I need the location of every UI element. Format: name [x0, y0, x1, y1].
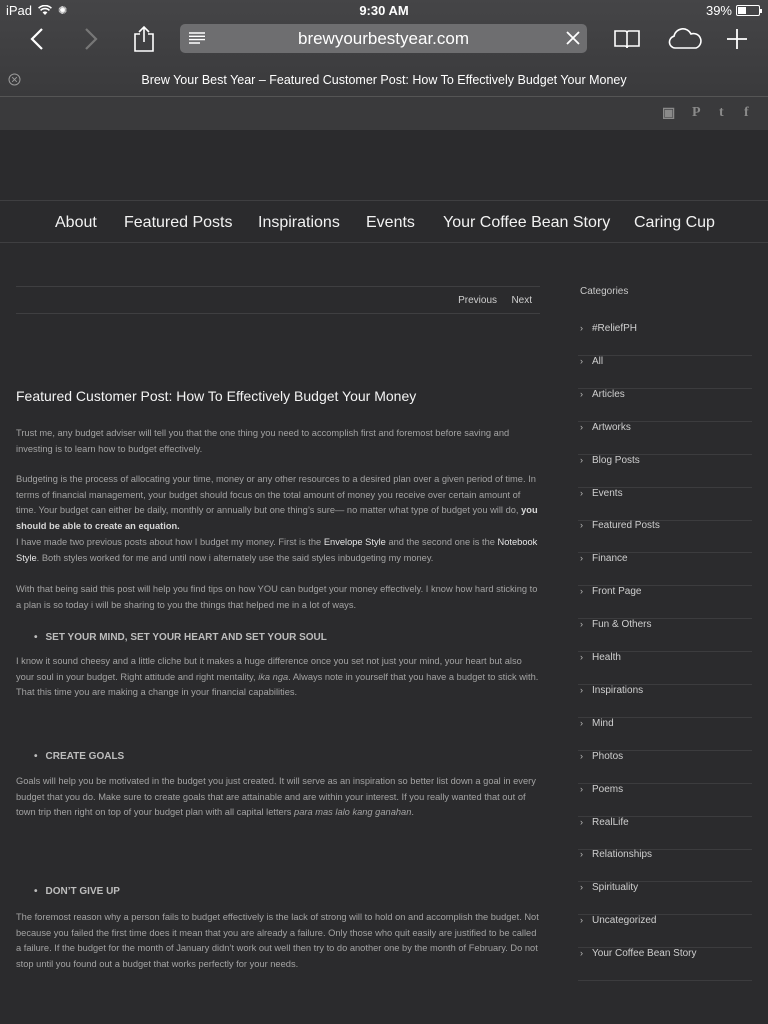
category-label: Inspirations [592, 684, 644, 696]
paragraph-intro: Trust me, any budget adviser will tell you that the one thing you need to accomplish first and foremost before saving and investing is to learn how to budget effectively. [16, 428, 510, 454]
heading-dont-give-up: • DON’T GIVE UP [34, 886, 120, 897]
paragraph-previous-posts: I have made two previous posts about how I budget my money. First is the Envelope Style and the second one is the Notebook Style. Both styles worked for me and until now i alternately use the said styles inbudgeting my money. [16, 537, 538, 563]
url-text: brewyourbestyear.com [297, 29, 470, 48]
activity-spinner-icon: ✺ [58, 5, 68, 17]
category-item[interactable] [578, 948, 752, 981]
category-item[interactable] [578, 619, 752, 652]
back-button[interactable] [20, 24, 54, 54]
facebook-icon[interactable]: f [744, 105, 749, 120]
nav-events[interactable]: Events [366, 214, 415, 231]
paragraph-goals: Goals will help you be motivated in the budget you just created. It will serve as an inspiration so better list down a goal in every budget that you do. Make sure to create goals that are attainable and are within your interest. If you really wanted that out of town trip then right on top of your budget plan with all capital letters para mas lalo kang ganahan. [16, 776, 536, 818]
category-item[interactable] [578, 882, 752, 915]
category-label: Photos [592, 750, 624, 762]
share-icon [133, 25, 155, 53]
category-label: Your Coffee Bean Story [592, 948, 697, 960]
category-item[interactable] [578, 849, 752, 882]
category-label: Mind [592, 717, 614, 729]
notebook-style-link[interactable]: Notebook Style [16, 537, 538, 563]
address-bar[interactable] [180, 24, 587, 53]
chevron-right-icon: › [580, 915, 583, 926]
pinterest-icon[interactable]: P [692, 105, 701, 120]
category-item[interactable] [578, 685, 752, 718]
chevron-right-icon: › [580, 652, 583, 662]
envelope-style-link[interactable]: Envelope Style [323, 537, 386, 547]
cloud-icon [667, 28, 703, 50]
chevron-right-icon [84, 27, 98, 51]
category-item[interactable] [578, 520, 752, 553]
nav-your-coffee-bean-story[interactable]: Your Coffee Bean Story [443, 214, 611, 231]
paragraph-dont-give-up: The foremost reason why a person fails to budget effectively is the lack of strong will to hold on and accomplish the budget. Not because you failed the first time does it mean that you are already a failure. Only those who quit easily are justified to be called a failure. If the budget for the month of January didn’t work out well then try to do another one by the month of February. Do not stop until you found out a budget that works perfectly for your needs. [16, 912, 539, 970]
chevron-right-icon: › [580, 454, 583, 465]
post-title: Featured Customer Post: How To Effectively Budget Your Money [16, 388, 417, 404]
social-bar [0, 97, 768, 130]
chevron-right-icon: › [580, 323, 583, 333]
bold-equation: you should be able to create an equation. [16, 505, 538, 532]
categories-heading: Categories [580, 286, 629, 297]
heading-set-your-mind: • SET YOUR MIND, SET YOUR HEART AND SET YOUR SOUL [34, 632, 327, 643]
status-bar [0, 0, 768, 20]
paragraph-budgeting: Budgeting is the process of allocating your time, money or any other resources to a desired plan over a given period of time. In terms of financial management, your budget should focus on the total amount of money you receive over certain amount of time. Your budget can either be daily, monthly or annually but one thing’s sure— no matter what type of budget you will do, you should be able to create an equation. [16, 474, 538, 532]
battery-percent: 39% [705, 3, 732, 18]
chevron-right-icon: › [580, 717, 583, 728]
chevron-right-icon: › [580, 849, 583, 860]
chevron-right-icon: › [580, 816, 583, 827]
category-label: Artworks [592, 421, 631, 433]
heading-create-goals: • CREATE GOALS [34, 751, 124, 762]
category-label: Finance [592, 553, 628, 565]
category-label: Fun & Others [592, 619, 652, 631]
browser-chrome [0, 0, 768, 97]
chevron-right-icon: › [580, 882, 583, 893]
category-item[interactable] [578, 915, 752, 948]
category-item[interactable] [578, 784, 752, 817]
new-tab-button[interactable] [720, 24, 754, 54]
paragraph-mindset: I know it sound cheesy and a little cliche but it makes a huge difference once you set not just your mind, your heart but also your soul in your budget. Right attitude and right mentality, ika nga. Always note in yourself that you have a budget to stick with. That this time you are making a change in your financial capabilities. [16, 656, 539, 698]
category-label: All [592, 355, 604, 367]
category-label: #ReliefPH [592, 323, 638, 334]
book-icon [613, 28, 641, 50]
chevron-right-icon: › [580, 421, 583, 432]
battery-icon [736, 5, 760, 16]
chevron-right-icon: › [580, 388, 583, 399]
category-item[interactable] [578, 586, 752, 619]
category-item[interactable] [578, 389, 752, 422]
category-label: Featured Posts [592, 520, 660, 532]
chevron-right-icon: › [580, 586, 583, 597]
category-label: Front Page [592, 586, 642, 598]
plus-icon [726, 28, 748, 50]
category-label: RealLife [592, 816, 629, 828]
category-label: Uncategorized [592, 915, 657, 927]
category-label: Events [592, 487, 623, 499]
chevron-right-icon: › [580, 684, 583, 695]
category-item[interactable] [578, 323, 752, 356]
category-item[interactable] [578, 751, 752, 784]
share-button[interactable] [127, 24, 161, 54]
category-item[interactable] [578, 356, 752, 389]
next-post-link[interactable]: Next [511, 295, 532, 306]
nav-featured-posts[interactable]: Featured Posts [124, 214, 233, 231]
category-label: Health [592, 652, 621, 663]
chevron-right-icon: › [580, 948, 583, 959]
category-label: Spirituality [592, 882, 639, 894]
chevron-right-icon: › [580, 619, 583, 630]
category-label: Relationships [592, 849, 653, 861]
icloud-tabs-button[interactable] [666, 24, 704, 54]
category-item[interactable] [578, 817, 752, 850]
category-item[interactable] [578, 455, 752, 488]
instagram-icon[interactable]: ▣ [662, 106, 676, 121]
category-item[interactable] [578, 652, 752, 685]
main-nav [0, 200, 768, 243]
chevron-right-icon: › [580, 487, 583, 498]
chevron-right-icon: › [580, 750, 583, 761]
category-label: Articles [592, 388, 625, 400]
category-item[interactable] [578, 718, 752, 751]
category-item[interactable] [578, 553, 752, 586]
category-label: Blog Posts [592, 454, 640, 466]
clear-url-icon[interactable] [565, 30, 581, 46]
category-item[interactable] [578, 422, 752, 455]
previous-post-link[interactable]: Previous [458, 295, 497, 306]
paragraph-tips: With that being said this post will help you find tips on how YOU can budget your money effectively. I know how hard sticking to a plan is so today i will be sharing to you the things that helped me in a lot of ways. [16, 584, 538, 610]
chevron-left-icon [30, 27, 44, 51]
tab-title[interactable]: Brew Your Best Year – Featured Customer Post: How To Effectively Budget Your Money [141, 73, 627, 87]
chevron-right-icon: › [580, 355, 583, 366]
post-navigation [16, 286, 540, 314]
twitter-icon[interactable]: t [719, 105, 724, 120]
tab-bar [0, 68, 768, 92]
category-label: Poems [592, 783, 624, 795]
device-label: iPad [6, 3, 33, 18]
clock: 9:30 AM [359, 3, 409, 18]
nav-caring-cup[interactable]: Caring Cup [634, 214, 715, 231]
bookmarks-button[interactable] [610, 24, 644, 54]
category-item[interactable] [578, 488, 752, 521]
nav-inspirations[interactable]: Inspirations [258, 214, 340, 231]
chevron-right-icon: › [580, 520, 583, 531]
chevron-right-icon: › [580, 553, 583, 564]
forward-button[interactable] [74, 24, 108, 54]
chevron-right-icon: › [580, 783, 583, 794]
nav-about[interactable]: About [55, 214, 97, 231]
article [16, 286, 540, 970]
